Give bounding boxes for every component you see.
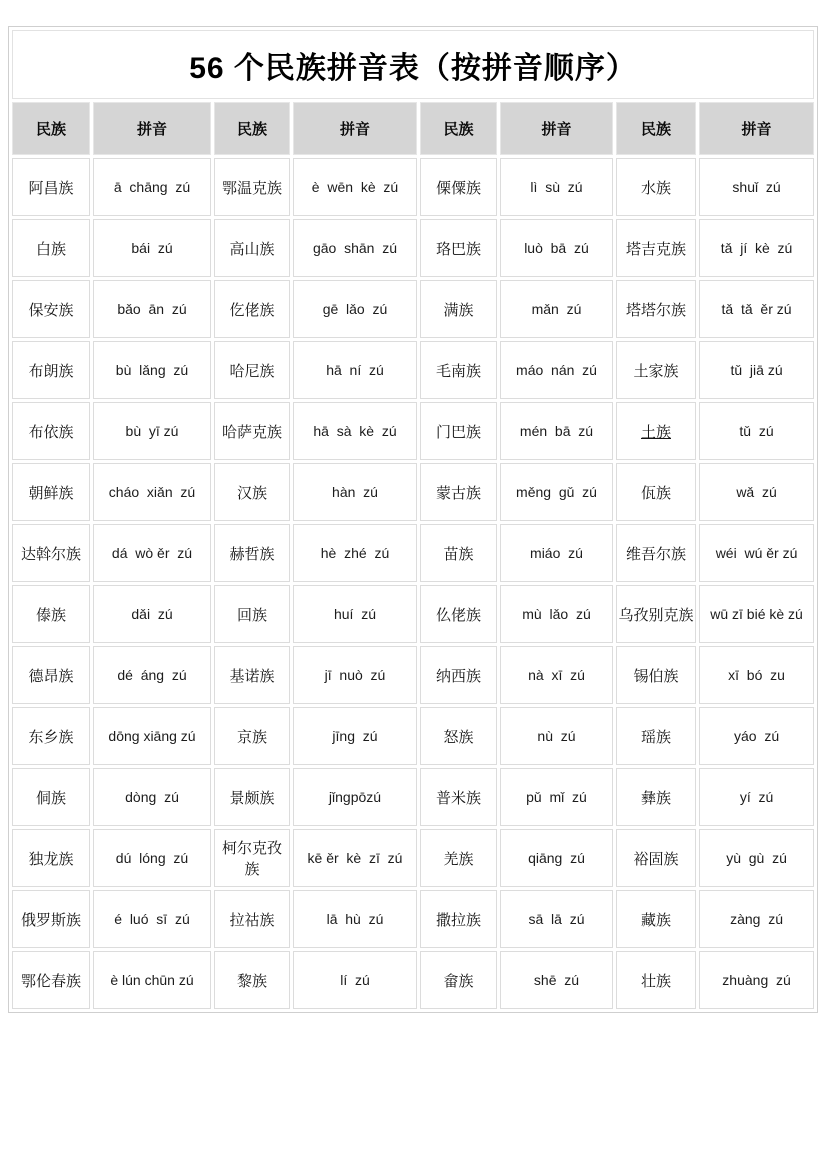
table-body (12, 158, 814, 1009)
pinyin-cell: tǎ tǎ ěr zú (699, 280, 814, 338)
table-row (12, 280, 814, 338)
ethnic-name-cell: 壮族 (616, 951, 696, 1009)
ethnic-name-cell: 鄂温克族 (214, 158, 290, 216)
pinyin-cell: jǐngpōzú (293, 768, 417, 826)
ethnic-name-cell: 蒙古族 (420, 463, 497, 521)
ethnic-name-cell: 门巴族 (420, 402, 497, 460)
pinyin-cell: nà xī zú (500, 646, 613, 704)
column-header-ethnic: 民族 (214, 102, 290, 155)
pinyin-cell: bù yī zú (93, 402, 211, 460)
ethnic-name-cell: 鄂伦春族 (12, 951, 90, 1009)
pinyin-cell: gē lǎo zú (293, 280, 417, 338)
ethnic-name-cell: 仫佬族 (420, 585, 497, 643)
ethnic-name-cell: 东乡族 (12, 707, 90, 765)
pinyin-cell: dá wò ěr zú (93, 524, 211, 582)
ethnic-name-cell: 汉族 (214, 463, 290, 521)
ethnic-name-cell: 裕固族 (616, 829, 696, 887)
ethnic-name-cell: 塔塔尔族 (616, 280, 696, 338)
pinyin-cell: é luó sī zú (93, 890, 211, 948)
pinyin-cell: kē ěr kè zī zú (293, 829, 417, 887)
pinyin-cell: mù lǎo zú (500, 585, 613, 643)
table-row (12, 768, 814, 826)
pinyin-cell: nù zú (500, 707, 613, 765)
column-header-pinyin: 拼音 (93, 102, 211, 155)
table-row (12, 646, 814, 704)
page-title: 56 个民族拼音表（按拼音顺序） (12, 30, 814, 99)
pinyin-cell: mén bā zú (500, 402, 613, 460)
ethnic-name-cell: 俄罗斯族 (12, 890, 90, 948)
pinyin-cell: jīng zú (293, 707, 417, 765)
ethnic-name-cell: 维吾尔族 (616, 524, 696, 582)
pinyin-cell: bù lǎng zú (93, 341, 211, 399)
header-row (12, 102, 814, 155)
table-row (12, 707, 814, 765)
column-header-ethnic: 民族 (616, 102, 696, 155)
pinyin-cell: jī nuò zú (293, 646, 417, 704)
pinyin-cell: luò bā zú (500, 219, 613, 277)
pinyin-cell: wū zī bié kè zú (699, 585, 814, 643)
ethnic-name-cell: 土家族 (616, 341, 696, 399)
table-row (12, 219, 814, 277)
ethnic-name-cell: 傈僳族 (420, 158, 497, 216)
ethnic-name-cell: 乌孜别克族 (616, 585, 696, 643)
ethnic-name-cell: 朝鲜族 (12, 463, 90, 521)
pinyin-cell: hè zhé zú (293, 524, 417, 582)
pinyin-cell: xī bó zu (699, 646, 814, 704)
pinyin-cell: dǎi zú (93, 585, 211, 643)
pinyin-cell: è wēn kè zú (293, 158, 417, 216)
table-row (12, 829, 814, 887)
ethnic-name-cell: 怒族 (420, 707, 497, 765)
table-row (12, 463, 814, 521)
pinyin-cell: hā ní zú (293, 341, 417, 399)
pinyin-cell: bái zú (93, 219, 211, 277)
ethnic-pinyin-table (8, 26, 818, 1013)
pinyin-cell: hàn zú (293, 463, 417, 521)
pinyin-cell: qiāng zú (500, 829, 613, 887)
ethnic-name-cell: 傣族 (12, 585, 90, 643)
pinyin-cell: sā lā zú (500, 890, 613, 948)
ethnic-name-cell: 独龙族 (12, 829, 90, 887)
ethnic-name-cell: 撒拉族 (420, 890, 497, 948)
pinyin-cell: tǔ zú (699, 402, 814, 460)
ethnic-name-cell: 畲族 (420, 951, 497, 1009)
column-header-pinyin: 拼音 (293, 102, 417, 155)
ethnic-name-cell: 仡佬族 (214, 280, 290, 338)
ethnic-name-cell: 羌族 (420, 829, 497, 887)
ethnic-name-cell: 布朗族 (12, 341, 90, 399)
ethnic-name-cell: 赫哲族 (214, 524, 290, 582)
title-row (12, 30, 814, 99)
pinyin-cell: lì sù zú (500, 158, 613, 216)
ethnic-name-cell: 土族 (616, 402, 696, 460)
pinyin-cell: dú lóng zú (93, 829, 211, 887)
table-row (12, 585, 814, 643)
pinyin-cell: lā hù zú (293, 890, 417, 948)
ethnic-name-cell: 布依族 (12, 402, 90, 460)
pinyin-cell: gāo shān zú (293, 219, 417, 277)
ethnic-name-cell: 阿昌族 (12, 158, 90, 216)
ethnic-name-cell: 保安族 (12, 280, 90, 338)
pinyin-cell: pǔ mǐ zú (500, 768, 613, 826)
table-row (12, 402, 814, 460)
pinyin-cell: tǎ jí kè zú (699, 219, 814, 277)
pinyin-cell: zhuàng zú (699, 951, 814, 1009)
pinyin-cell: yí zú (699, 768, 814, 826)
ethnic-name-cell: 苗族 (420, 524, 497, 582)
pinyin-cell: dòng zú (93, 768, 211, 826)
ethnic-name-cell: 纳西族 (420, 646, 497, 704)
pinyin-cell: zàng zú (699, 890, 814, 948)
ethnic-name-cell: 景颇族 (214, 768, 290, 826)
ethnic-name-cell: 达斡尔族 (12, 524, 90, 582)
ethnic-name-cell: 基诺族 (214, 646, 290, 704)
pinyin-cell: lí zú (293, 951, 417, 1009)
pinyin-cell: měng gǔ zú (500, 463, 613, 521)
ethnic-name-cell: 塔吉克族 (616, 219, 696, 277)
ethnic-name-cell: 高山族 (214, 219, 290, 277)
ethnic-name-cell: 藏族 (616, 890, 696, 948)
ethnic-name-cell: 锡伯族 (616, 646, 696, 704)
table-row (12, 890, 814, 948)
ethnic-name-cell: 毛南族 (420, 341, 497, 399)
column-header-pinyin: 拼音 (500, 102, 613, 155)
ethnic-name-cell: 珞巴族 (420, 219, 497, 277)
column-header-ethnic: 民族 (12, 102, 90, 155)
pinyin-cell: mǎn zú (500, 280, 613, 338)
pinyin-cell: shuǐ zú (699, 158, 814, 216)
pinyin-cell: è lún chūn zú (93, 951, 211, 1009)
column-header-ethnic: 民族 (420, 102, 497, 155)
ethnic-name-cell: 哈萨克族 (214, 402, 290, 460)
pinyin-cell: miáo zú (500, 524, 613, 582)
ethnic-name-cell: 德昂族 (12, 646, 90, 704)
pinyin-cell: ā chāng zú (93, 158, 211, 216)
ethnic-name-cell: 瑶族 (616, 707, 696, 765)
pinyin-cell: bǎo ān zú (93, 280, 211, 338)
ethnic-name-cell: 水族 (616, 158, 696, 216)
table-row (12, 341, 814, 399)
pinyin-cell: yáo zú (699, 707, 814, 765)
table-row (12, 524, 814, 582)
pinyin-cell: huí zú (293, 585, 417, 643)
ethnic-name-cell: 侗族 (12, 768, 90, 826)
pinyin-cell: tǔ jiā zú (699, 341, 814, 399)
table-row (12, 951, 814, 1009)
pinyin-cell: dé áng zú (93, 646, 211, 704)
column-header-pinyin: 拼音 (699, 102, 814, 155)
ethnic-name-cell: 白族 (12, 219, 90, 277)
ethnic-name-cell: 黎族 (214, 951, 290, 1009)
ethnic-name-cell: 哈尼族 (214, 341, 290, 399)
ethnic-name-cell: 彝族 (616, 768, 696, 826)
ethnic-name-cell: 柯尔克孜族 (214, 829, 290, 887)
pinyin-cell: shē zú (500, 951, 613, 1009)
ethnic-name-cell: 拉祜族 (214, 890, 290, 948)
ethnic-name-cell: 京族 (214, 707, 290, 765)
ethnic-name-cell: 佤族 (616, 463, 696, 521)
pinyin-cell: wéi wú ěr zú (699, 524, 814, 582)
pinyin-cell: wǎ zú (699, 463, 814, 521)
pinyin-cell: dōng xiāng zú (93, 707, 211, 765)
pinyin-cell: yù gù zú (699, 829, 814, 887)
pinyin-cell: cháo xiǎn zú (93, 463, 211, 521)
table-row (12, 158, 814, 216)
ethnic-name-cell: 回族 (214, 585, 290, 643)
pinyin-cell: máo nán zú (500, 341, 613, 399)
ethnic-name-cell: 普米族 (420, 768, 497, 826)
pinyin-cell: hā sà kè zú (293, 402, 417, 460)
ethnic-name-cell: 满族 (420, 280, 497, 338)
